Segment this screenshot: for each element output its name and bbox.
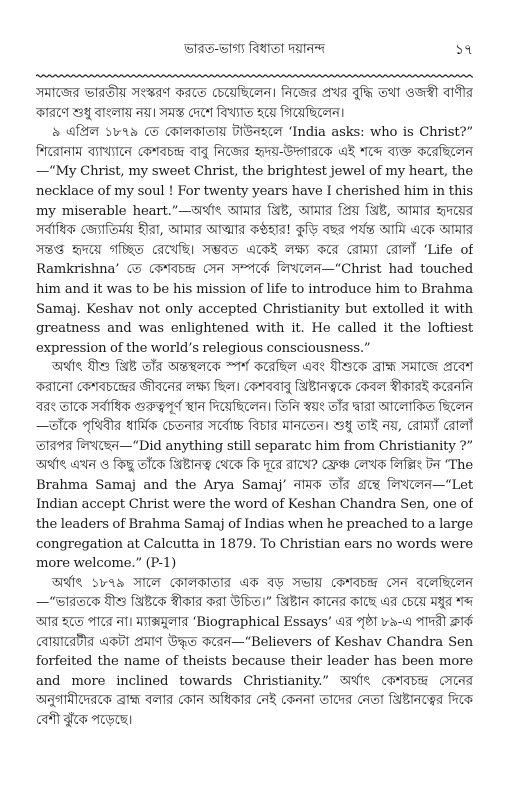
page-body	[36, 84, 473, 774]
paragraph-4: অর্থাৎ ১৮৭৯ সালে কোলকাতার এক বড় সভায় কেশবচন্দ্র সেন বলেছিলেন—“ভারতকে যীশু খ্রিষ্টকে স্বীকার করা উচিত।” খ্রিষ্টান কানের কাছে এর চেয়ে মধুর শব্দ আর হতে পারে না। ম্যাক্সমুলার ‘Biographical Essays’ এর পৃষ্ঠা ৮৯-এ পাদরী ক্লার্ক বোয়ারেটীর একটা প্রমাণ উদ্ধৃত করেন—“Believers of Keshav Chandra Sen forfeited the name of theists because their leader has been more and more inclined towards Christianity.” অর্থাৎ কেশবচন্দ্র সেনের অনুগামীদেরকে ব্রাহ্ম বলার কোন অধিকার নেই কেননা তাদের নেতা খ্রিষ্টানত্বের দিকে বেশী ঝুঁকে পড়েছে।	[36, 575, 473, 728]
decorative-wavy-rule	[36, 71, 473, 81]
page-header	[36, 40, 473, 62]
running-title: ভারত-ভাগ্য বিধাতা দয়ানন্দ	[184, 42, 325, 57]
paragraph-2: ৯ এপ্রিল ১৮৭৯ তে কোলকাতায় টাউনহলে ‘India asks: who is Christ?” শিরোনাম ব্যাখ্যানে কেশবচন্দ্র বাবু নিজের হৃদয়-উদ্গারকে এই শব্দে ব্যক্ত করেছিলেন—“My Christ, my sweet Christ, the brightest jewel of my heart, the necklace of my soul ! For twenty years have I cherished him in this my miserable heart.”—অর্থাৎ আমার খ্রিষ্ট, আমার প্রিয় খ্রিষ্ট, আমার হৃদয়ের সর্বাধিক জ্যোতির্ময় হীরা, আমার আত্মার কণ্ঠহার! কুড়ি বছর পর্যন্ত আমি একে আমার সন্তপ্ত হৃদয়ে গচ্ছিত রেখেছি। সম্ভবত একেই লক্ষ্য করে রোম্যা রোলাঁ ‘Life of Ramkrishna’ তে কেশবচন্দ্র সেন সম্পর্কে লিখলেন—“Christ had touched him and it was to be his mission of life to introduce him to Brahma Samaj. Keshav not only accepted Christianity but extolled it with greatness and was enlightened with it. He called it the loftiest expression of the world’s relegious consciousness.”	[36, 125, 473, 356]
page-number: ১৭	[454, 42, 473, 58]
paragraph-1: সমাজের ভারতীয় সংস্করণ করতে চেয়েছিলেন। নিজের প্রখর বুদ্ধি তথা ওজস্বী বাণীর কারণে শুধু বাংলায় নয়। সমস্ত দেশে বিখ্যাত হয়ে গিয়েছিলেন।	[36, 86, 473, 121]
paragraph-3: অর্থাৎ যীশু খ্রিষ্ট তাঁর অন্তস্থলকে স্পর্শ করেছিল এবং যীশুকে ব্রাহ্ম সমাজে প্রবেশ করানো কেশবচন্দ্রের জীবনের লক্ষ্য ছিল। কেশববাবু খ্রিষ্টানত্বকে কেবল স্বীকারই করেননি বরং তাকে সর্বাধিক গুরুত্বপূর্ণ স্থান দিয়েছিলেন। তিনি স্বয়ং তাঁর দ্বারা আলোকিত ছিলেন—তাঁকে পৃথিবীর ধার্মিক চেতনার সর্বোচ্চ বিচার মানতেন। শুধু তাই নয়, রোম্যাঁ রোলাঁ তারপর লিখছেন—“Did anything still separatc him from Christianity ?” অর্থাৎ এখন ও কিছু তাঁকে খ্রিষ্টানত্ব থেকে কি দূরে রাখে? ফ্রেঞ্চ লেখক লিল্লিং টন ‘The Brahma Samaj and the Arya Samaj’ নামক তাঁর গ্রন্থে লিখলেন—“Let Indian accept Christ were the word of Keshan Chandra Sen, one of the leaders of Brahma Samaj of Indias when he preached to a large congregation at Calcutta in 1879. To Christian ears no words were more welcome.” (P-1)	[36, 360, 473, 572]
